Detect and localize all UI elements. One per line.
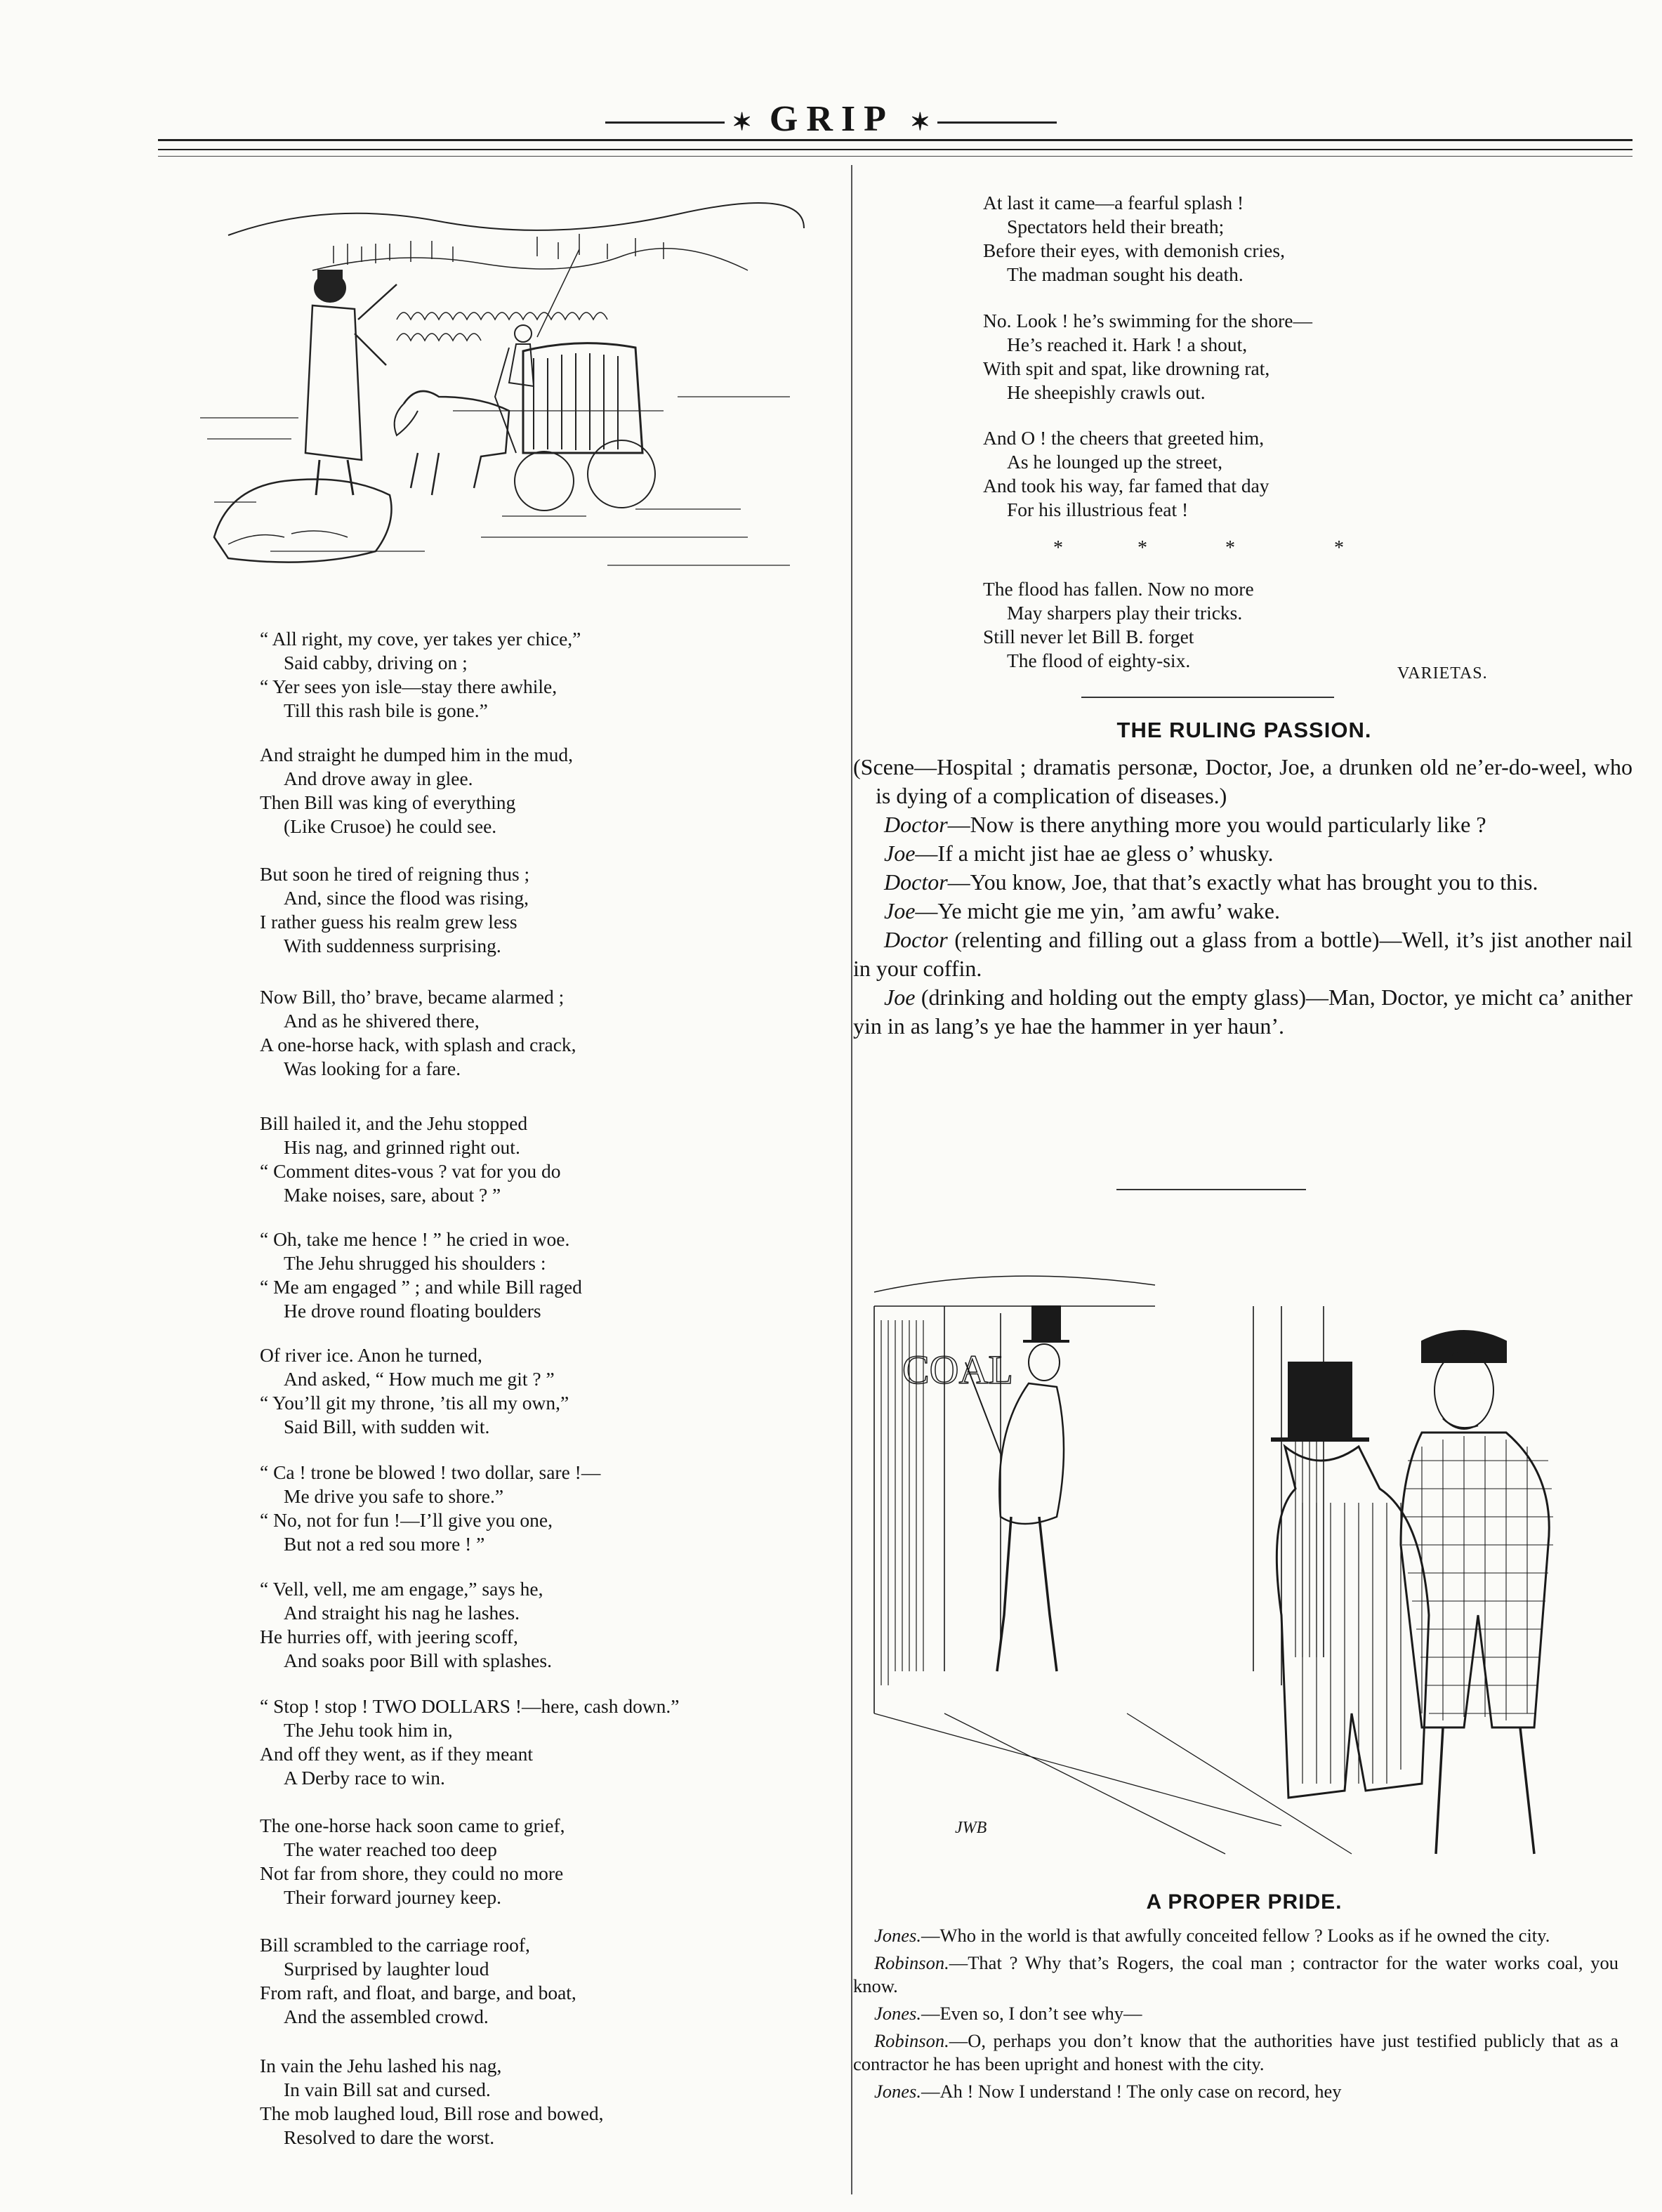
verse-line: Said cabby, driving on ; bbox=[284, 652, 468, 673]
coal-man-cartoon-drawing bbox=[860, 1222, 1604, 1882]
verse-line: And the assembled crowd. bbox=[284, 2006, 489, 2027]
verse-line: Now Bill, tho’ brave, became alarmed ; bbox=[260, 986, 565, 1008]
verse-line: And straight he dumped him in the mud, bbox=[260, 744, 574, 765]
verse-line: “ All right, my cove, yer takes yer chice,” bbox=[260, 628, 581, 650]
speech: —Ye micht gie me yin, ’am awfu’ wake. bbox=[915, 898, 1280, 923]
verse-line: He sheepishly crawls out. bbox=[1007, 381, 1206, 403]
speaker: Joe bbox=[884, 841, 916, 866]
verse-line: Surprised by laughter loud bbox=[284, 1958, 489, 1980]
verse-line: And drove away in glee. bbox=[284, 768, 473, 789]
masthead bbox=[0, 98, 1662, 140]
verse-line: Till this rash bile is gone.” bbox=[284, 699, 488, 721]
dialogue-line bbox=[853, 2080, 1618, 2103]
verse-line: A one-horse hack, with splash and crack, bbox=[260, 1034, 576, 1055]
star-glyph: * bbox=[1053, 537, 1063, 559]
verse-line: And asked, “ How much me git ? ” bbox=[284, 1368, 555, 1390]
speech: —You know, Joe, that that’s exactly what has brought you to this. bbox=[947, 869, 1538, 895]
verse-line: “ Oh, take me hence ! ” he cried in woe. bbox=[260, 1228, 570, 1250]
header-rule bbox=[158, 156, 1633, 157]
dialogue-line bbox=[853, 1951, 1618, 1998]
stanza bbox=[983, 577, 1254, 673]
verse-line: And straight his nag he lashes. bbox=[284, 1602, 520, 1624]
masthead-rule-left bbox=[605, 121, 725, 124]
verse-line: Spectators held their breath; bbox=[1007, 216, 1225, 237]
verse-line: But not a red sou more ! ” bbox=[284, 1533, 485, 1555]
stanza bbox=[260, 2054, 604, 2150]
artist-initials: JWB bbox=[955, 1819, 987, 1837]
verse-line: And took his way, far famed that day bbox=[983, 475, 1269, 496]
stanza bbox=[260, 1227, 582, 1323]
dialogue-line bbox=[853, 983, 1633, 1041]
verse-line: “ Vell, vell, me am engage,” says he, bbox=[260, 1578, 543, 1600]
verse-line: Before their eyes, with demonish cries, bbox=[983, 239, 1285, 261]
verse-line: “ Ca ! trone be blowed ! two dollar, sare !— bbox=[260, 1461, 601, 1483]
verse-line: In vain the Jehu lashed his nag, bbox=[260, 2055, 502, 2076]
verse-line: The water reached too deep bbox=[284, 1838, 497, 1860]
flood-illustration-drawing bbox=[186, 186, 818, 579]
dialogue-line bbox=[853, 897, 1633, 926]
verse-line: The Jehu shrugged his shoulders : bbox=[284, 1252, 546, 1274]
dialogue-line bbox=[853, 1924, 1618, 1947]
speech: —Ah ! Now I understand ! The only case on record, hey bbox=[921, 2081, 1342, 2102]
speech: —O, perhaps you don’t know that the authorities have just testified publicly that as a contractor he has been upright and honest with the city. bbox=[853, 2030, 1618, 2074]
verse-line: “ You’ll git my throne, ’tis all my own,” bbox=[260, 1392, 569, 1414]
verse-line: He hurries off, with jeering scoff, bbox=[260, 1626, 518, 1647]
speech: —Who in the world is that awfully conceited fellow ? Looks as if he owned the city. bbox=[921, 1925, 1550, 1946]
masthead-rule-right bbox=[937, 121, 1057, 124]
speech: —Even so, I don’t see why— bbox=[921, 2003, 1142, 2024]
stanza bbox=[260, 1343, 569, 1439]
speech: —That ? Why that’s Rogers, the coal man ; contractor for the water works coal, you know. bbox=[853, 1952, 1618, 1996]
dialogue-line bbox=[853, 2029, 1618, 2076]
verse-line: The mob laughed loud, Bill rose and bowed, bbox=[260, 2102, 604, 2124]
dialogue-line bbox=[853, 839, 1633, 868]
verse-line: “ Comment dites-vous ? vat for you do bbox=[260, 1160, 561, 1182]
verse-line: Still never let Bill B. forget bbox=[983, 626, 1194, 647]
flood-illustration bbox=[186, 186, 818, 579]
stanza bbox=[260, 1814, 565, 1909]
verse-line: With spit and spat, like drowning rat, bbox=[983, 357, 1270, 379]
verse-line: With suddenness surprising. bbox=[284, 935, 501, 956]
stanza bbox=[983, 309, 1312, 404]
stanza bbox=[260, 627, 581, 723]
proper-pride-text bbox=[853, 1924, 1618, 2107]
verse-line: Said Bill, with sudden wit. bbox=[284, 1416, 490, 1437]
verse-line: From raft, and float, and barge, and boat, bbox=[260, 1982, 576, 2003]
verse-line: He’s reached it. Hark ! a shout, bbox=[1007, 334, 1248, 355]
verse-line: And as he shivered there, bbox=[284, 1010, 480, 1032]
stanza bbox=[260, 862, 529, 958]
signature: VARIETAS. bbox=[1397, 664, 1488, 683]
verse-line: “ Me am engaged ” ; and while Bill raged bbox=[260, 1276, 582, 1298]
verse-line: “ Stop ! stop ! TWO DOLLARS !—here, cash down.” bbox=[260, 1695, 680, 1717]
section-rule bbox=[1081, 697, 1334, 698]
dialogue-line bbox=[853, 2002, 1618, 2025]
verse-line: In vain Bill sat and cursed. bbox=[284, 2079, 491, 2100]
dialogue-line bbox=[853, 926, 1633, 983]
star-icon: ✶ bbox=[732, 110, 752, 136]
verse-line: May sharpers play their tricks. bbox=[1007, 602, 1243, 624]
verse-line: Was looking for a fare. bbox=[284, 1058, 461, 1079]
verse-line: The flood has fallen. Now no more bbox=[983, 578, 1254, 600]
verse-line: The flood of eighty-six. bbox=[1007, 650, 1191, 671]
speaker: Doctor bbox=[884, 812, 948, 837]
verse-line: “ No, not for fun !—I’ll give you one, bbox=[260, 1509, 553, 1531]
verse-line: He drove round floating boulders bbox=[284, 1300, 541, 1322]
dialogue-line bbox=[853, 868, 1633, 897]
speaker: Doctor bbox=[884, 869, 948, 895]
verse-line: Resolved to dare the worst. bbox=[284, 2126, 495, 2148]
speech: —Now is there anything more you would particularly like ? bbox=[947, 812, 1486, 837]
speaker: Robinson. bbox=[874, 1952, 949, 1973]
verse-line: The Jehu took him in, bbox=[284, 1719, 453, 1741]
stanza bbox=[260, 1933, 576, 2029]
verse-line: And soaks poor Bill with splashes. bbox=[284, 1650, 552, 1671]
verse-line: For his illustrious feat ! bbox=[1007, 499, 1189, 520]
stanza bbox=[260, 743, 573, 838]
verse-line: Not far from shore, they could no more bbox=[260, 1862, 564, 1884]
speaker: Jones. bbox=[874, 1925, 921, 1946]
stanza bbox=[260, 1112, 560, 1207]
stanza bbox=[260, 985, 576, 1081]
verse-line: And, since the flood was rising, bbox=[284, 887, 529, 909]
verse-line: Bill hailed it, and the Jehu stopped bbox=[260, 1112, 528, 1134]
masthead-title: GRIP bbox=[769, 99, 893, 139]
ruling-passion-text bbox=[853, 753, 1633, 1041]
speaker: Joe bbox=[884, 985, 916, 1010]
verse-line: Bill scrambled to the carriage roof, bbox=[260, 1934, 530, 1956]
speech: —If a micht jist hae ae gless o’ whusky. bbox=[915, 841, 1274, 866]
verse-line: The one-horse hack soon came to grief, bbox=[260, 1815, 565, 1836]
coal-sign: COAL bbox=[902, 1347, 1013, 1393]
speaker: Robinson. bbox=[874, 2030, 949, 2051]
speaker: Jones. bbox=[874, 2081, 921, 2102]
speaker: Joe bbox=[884, 898, 916, 923]
star-glyph: * bbox=[1334, 537, 1344, 559]
verse-line: Of river ice. Anon he turned, bbox=[260, 1344, 482, 1366]
verse-line: Me drive you safe to shore.” bbox=[284, 1485, 504, 1507]
stanza bbox=[983, 426, 1269, 522]
stanza bbox=[983, 191, 1285, 287]
star-icon: ✶ bbox=[910, 110, 930, 136]
dialogue-line bbox=[853, 810, 1633, 839]
header-rule bbox=[158, 149, 1633, 150]
verse-line: As he lounged up the street, bbox=[1007, 451, 1223, 473]
star-glyph: * bbox=[1225, 537, 1235, 559]
verse-line: The madman sought his death. bbox=[1007, 263, 1244, 285]
speaker: Jones. bbox=[874, 2003, 921, 2024]
verse-line: No. Look ! he’s swimming for the shore— bbox=[983, 310, 1312, 331]
scene-direction: (Scene—Hospital ; dramatis personæ, Doctor, Joe, a drunken old ne’er-do-weel, who is dying of a complication of diseases.) bbox=[853, 754, 1633, 808]
verse-line: I rather guess his realm grew less bbox=[260, 911, 517, 933]
ruling-passion-heading: THE RULING PASSION. bbox=[1116, 718, 1372, 742]
verse-line: Make noises, sare, about ? ” bbox=[284, 1184, 501, 1206]
verse-line: His nag, and grinned right out. bbox=[284, 1136, 520, 1158]
proper-pride-heading: A PROPER PRIDE. bbox=[1146, 1890, 1343, 1914]
verse-line: A Derby race to win. bbox=[284, 1767, 445, 1789]
verse-line: Their forward journey keep. bbox=[284, 1886, 502, 1908]
verse-line: And off they went, as if they meant bbox=[260, 1743, 533, 1765]
verse-line: Then Bill was king of everything bbox=[260, 791, 516, 813]
verse-line: (Like Crusoe) he could see. bbox=[284, 815, 497, 837]
stanza bbox=[260, 1694, 680, 1790]
verse-line: But soon he tired of reigning thus ; bbox=[260, 863, 530, 885]
verse-line: At last it came—a fearful splash ! bbox=[983, 192, 1244, 213]
section-rule bbox=[1116, 1189, 1306, 1190]
speaker: Doctor bbox=[884, 927, 948, 952]
coal-man-cartoon bbox=[860, 1222, 1604, 1882]
speech: (drinking and holding out the empty glass)—Man, Doctor, ye micht ca’ anither yin in as lang’s ye hae the hammer in yer haun’. bbox=[853, 985, 1633, 1039]
stanza bbox=[260, 1461, 600, 1556]
verse-line: “ Yer sees yon isle—stay there awhile, bbox=[260, 676, 558, 697]
stanza bbox=[260, 1577, 552, 1673]
speech: (relenting and filling out a glass from a bottle)—Well, it’s jist another nail in your coffin. bbox=[853, 927, 1633, 981]
star-glyph: * bbox=[1137, 537, 1147, 559]
verse-line: And O ! the cheers that greeted him, bbox=[983, 427, 1265, 449]
header-rule bbox=[158, 139, 1633, 141]
